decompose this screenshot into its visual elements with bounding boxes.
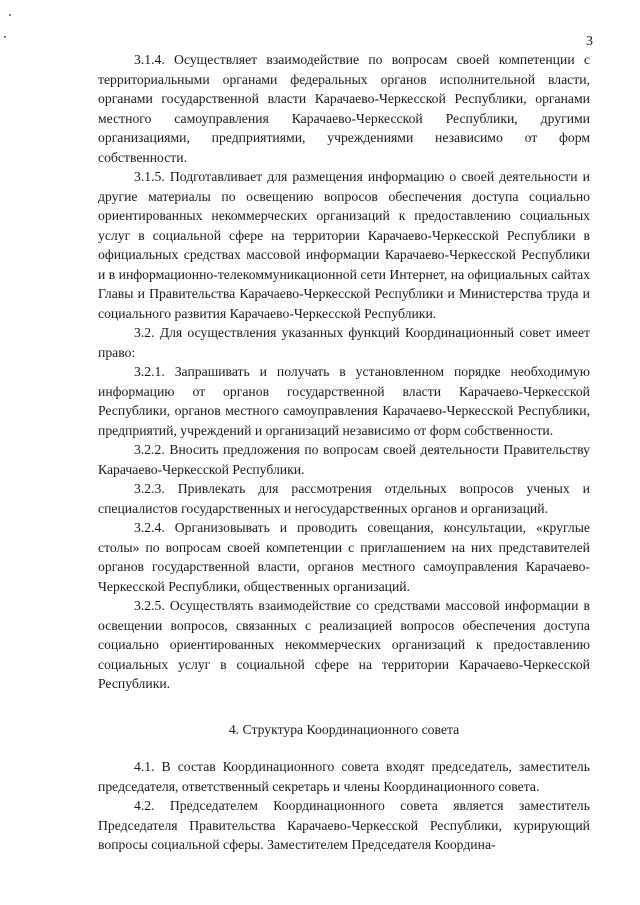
paragraph-4-1: 4.1. В состав Координационного совета входят председатель, заместитель председателя, ответственный секретарь и члены Координационного совета. [98,759,590,794]
paragraph-3-1-5: 3.1.5. Подготавливает для размещения информацию о своей деятельности и другие материалы по освещению вопросов обеспечения доступа социально ориентированных некоммерческих организаций к предоставлению социальных услуг в социальной сфере на территории Карачаево-Черкесской Республики в официальных средствах массовой информации Карачаево-Черкесской Республики и в информационно-телекоммуникационной сети Интернет, на официальных сайтах Главы и Правительства Карачаево-Черкесской Республики и Министерства труда и социального развития Карачаево-Черкесской Республики. [98,169,591,321]
paragraph-3-1-4: 3.1.4. Осуществляет взаимодействие по вопросам своей компетенции с территориальными органами федеральных органов исполнительной власти, органами государственной власти Карачаево-Черкесской Республики, органами местного самоуправления Карачаево-Черкесской Республики, другими организациями, предприятиями, учреждениями независимо от форм собственности. [98,52,590,165]
page-number: 3 [586,34,593,49]
paragraph-3-2-5: 3.2.5. Осуществлять взаимодействие со средствами массовой информации в освещении вопросов, связанных с реализацией вопросов обеспечения доступа социально ориентированных некоммерческих организаций к предоставлению социальных услуг в социальной сфере на территории Карачаево-Черкесской Республики. [98,598,590,691]
paragraph-3-2-2: 3.2.2. Вносить предложения по вопросам своей деятельности Правительству Карачаево-Черкесской Республики. [98,442,590,477]
scan-speck [9,14,11,16]
paragraph-3-2: 3.2. Для осуществления указанных функций Координационный совет имеет право: [98,325,590,360]
section-heading: 4. Структура Координационного совета [228,721,460,737]
paragraph-3-2-4: 3.2.4. Организовывать и проводить совещания, консультации, «круглые столы» по вопросам своей компетенции с приглашением на них представителей органов государственной власти, органов местного самоуправления Карачаево-Черкесской Республики, общественных организаций. [98,520,590,594]
paragraph-3-2-1: 3.2.1. Запрашивать и получать в установленном порядке необходимую информацию от органов государственной власти Карачаево-Черкесской Республики, органов местного самоуправления Карачаево-Черкесской Республики, предприятий, учреждений и организаций независимо от форм собственности. [98,364,590,438]
paragraph-3-2-3: 3.2.3. Привлекать для рассмотрения отдельных вопросов ученых и специалистов государственных и негосударственных органов и организаций. [98,481,590,516]
document-body [98,50,590,855]
paragraph-4-2: 4.2. Председателем Координационного совета является заместитель Председателя Правительства Карачаево-Черкесской Республики, курирующий вопросы социальной сферы. Заместителем Председателя Координа- [98,798,590,852]
scan-speck [4,36,6,38]
